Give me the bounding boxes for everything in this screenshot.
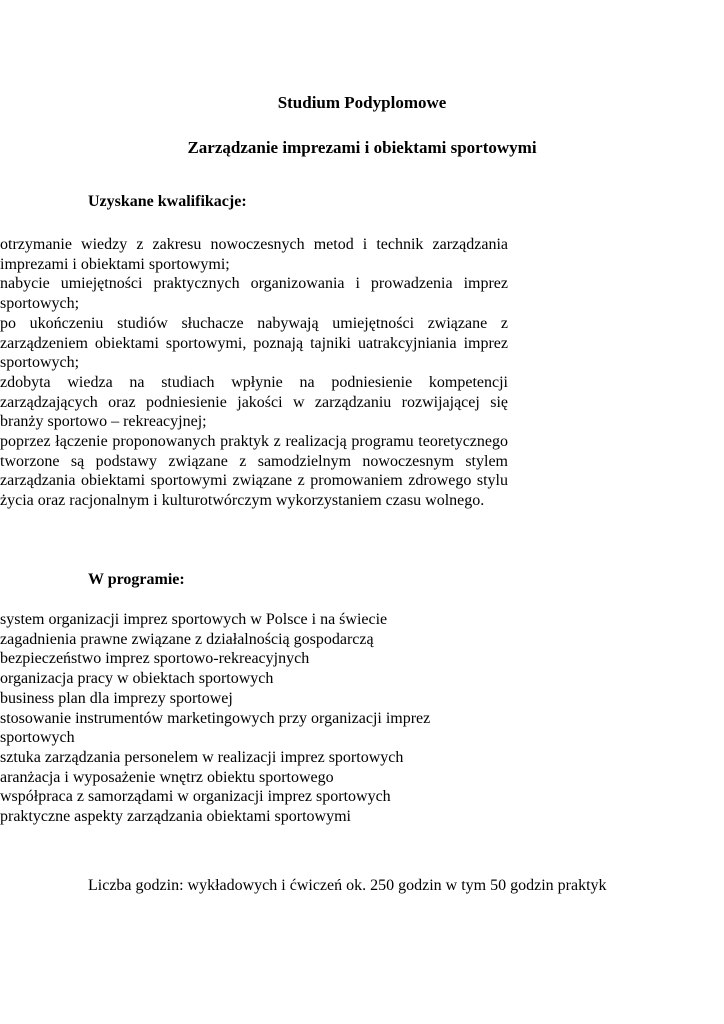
document-title: Studium Podyplomowe	[277, 93, 447, 112]
list-item-text: otrzymanie wiedzy z zakresu nowoczesnych metod i technik zarządzania imprezami i obiektami sportowymi;	[0, 236, 508, 273]
hours-summary: Liczba godzin: wykładowych i ćwiczeń ok. 250 godzin w tym 50 godzin praktyk	[88, 877, 607, 894]
document-subtitle: Zarządzanie imprezami i obiektami sportowymi	[187, 138, 537, 157]
list-item-text: poprzez łączenie proponowanych praktyk z realizacją programu teoretycznego tworzone są podstawy związane z samodzielnym nowoczesnym stylem zarządzania obiektami sportowymi związane z promowaniem zdrowego stylu życia oraz racjonalnym i kulturotwórczym wykorzystaniem czasu wolnego.	[0, 433, 508, 510]
list-item-text: aranżacja i wyposażenie wnętrz obiektu sportowego	[0, 768, 334, 786]
list-item	[0, 768, 508, 788]
list-item	[0, 274, 508, 313]
list-item-text: system organizacji imprez sportowych w Polsce i na świecie	[0, 611, 388, 628]
list-item	[0, 314, 508, 373]
list-item	[0, 689, 508, 709]
qualifications-heading: Uzyskane kwalifikacje:	[88, 193, 247, 210]
list-item-text: zdobyta wiedza na studiach wpłynie na podniesienie kompetencji zarządzających oraz podniesienie jakości w zarządzaniu rozwijającej się branży sportowo – rekreacyjnej;	[0, 373, 508, 431]
list-item	[0, 669, 508, 689]
list-item-text: stosowanie instrumentów marketingowych przy organizacji imprez sportowych	[0, 709, 431, 747]
list-item-text: organizacja pracy w obiektach sportowych	[0, 670, 274, 688]
list-item-text: po ukończeniu studiów słuchacze nabywają umiejętności związane z zarządzeniem obiektami sportowymi, poznają tajniki uatrakcyjniania imprez sportowych;	[0, 314, 508, 372]
list-item	[0, 807, 508, 827]
list-item	[0, 373, 508, 432]
list-item	[0, 630, 508, 650]
list-item	[0, 709, 508, 748]
list-item	[0, 610, 508, 630]
list-item-text: nabycie umiejętności praktycznych organizowania i prowadzenia imprez sportowych;	[0, 275, 508, 313]
list-item	[0, 748, 508, 768]
qualifications-list	[0, 235, 508, 511]
list-item-text: bezpieczeństwo imprez sportowo-rekreacyjnych	[0, 650, 310, 668]
program-heading: W programie:	[88, 571, 185, 588]
list-item	[0, 787, 508, 807]
list-item-text: współpraca z samorządami w organizacji imprez sportowych	[0, 788, 391, 806]
list-item-text: zagadnienia prawne związane z działalnością gospodarczą	[0, 630, 374, 648]
list-item-text: praktyczne aspekty zarządzania obiektami sportowymi	[0, 808, 351, 826]
list-item-text: sztuka zarządzania personelem w realizacji imprez sportowych	[0, 748, 404, 766]
list-item	[0, 432, 508, 511]
program-list	[0, 610, 508, 827]
list-item	[0, 235, 508, 274]
list-item	[0, 649, 508, 669]
list-item-text: business plan dla imprezy sportowej	[0, 689, 233, 707]
